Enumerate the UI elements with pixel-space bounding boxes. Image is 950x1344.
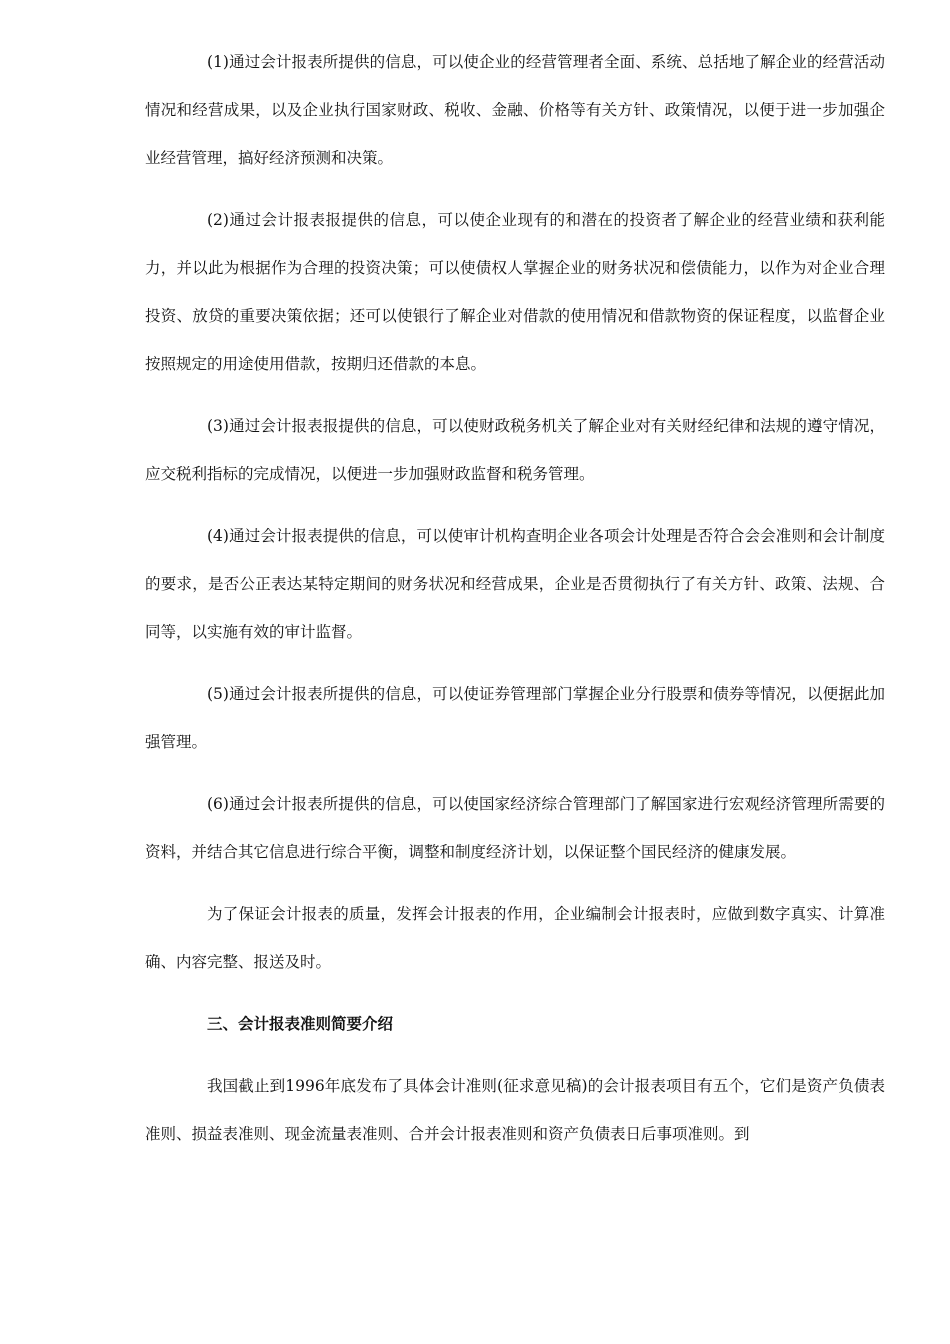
paragraph-2: (2)通过会计报表报提供的信息，可以使企业现有的和潜在的投资者了解企业的经营业绩和获利能力，并以此为根据作为合理的投资决策；可以使债权人掌握企业的财务状况和偿债能力，以作为对企业合理投资、放贷的重要决策依据；还可以使银行了解企业对借款的使用情况和借款物资的保证程度，以监督企业按照规定的用途使用借款，按期归还借款的本息。 — [145, 211, 885, 373]
paragraph-6: (6)通过会计报表所提供的信息，可以使国家经济综合管理部门了解国家进行宏观经济管理所需要的资料，并结合其它信息进行综合平衡，调整和制度经济计划，以保证整个国民经济的健康发展。 — [145, 795, 885, 861]
closing-paragraph: 我国截止到1996年底发布了具体会计准则(征求意见稿)的会计报表项目有五个，它们是资产负债表准则、损益表准则、现金流量表准则、合并会计报表准则和资产负债表日后事项准则。到 — [145, 1077, 885, 1143]
paragraph-4: (4)通过会计报表提供的信息，可以使审计机构查明企业各项会计处理是否符合会会准则和会计制度的要求，是否公正表达某特定期间的财务状况和经营成果，企业是否贯彻执行了有关方针、政策、法规、合同等，以实施有效的审计监督。 — [145, 527, 885, 641]
paragraph-5: (5)通过会计报表所提供的信息，可以使证券管理部门掌握企业分行股票和债券等情况，以便据此加强管理。 — [145, 685, 885, 751]
paragraph-7: 为了保证会计报表的质量，发挥会计报表的作用，企业编制会计报表时，应做到数字真实、计算准确、内容完整、报送及时。 — [145, 905, 885, 971]
paragraph-1: (1)通过会计报表所提供的信息，可以使企业的经营管理者全面、系统、总括地了解企业的经营活动情况和经营成果，以及企业执行国家财政、税收、金融、价格等有关方针、政策情况，以便于进一步加强企业经营管理，搞好经济预测和决策。 — [145, 53, 885, 167]
section-heading: 三、会计报表准则简要介绍 — [207, 1014, 394, 1033]
document-body — [145, 38, 885, 1172]
paragraph-3: (3)通过会计报表报提供的信息，可以使财政税务机关了解企业对有关财经纪律和法规的遵守情况，应交税利指标的完成情况，以便进一步加强财政监督和税务管理。 — [145, 417, 885, 483]
